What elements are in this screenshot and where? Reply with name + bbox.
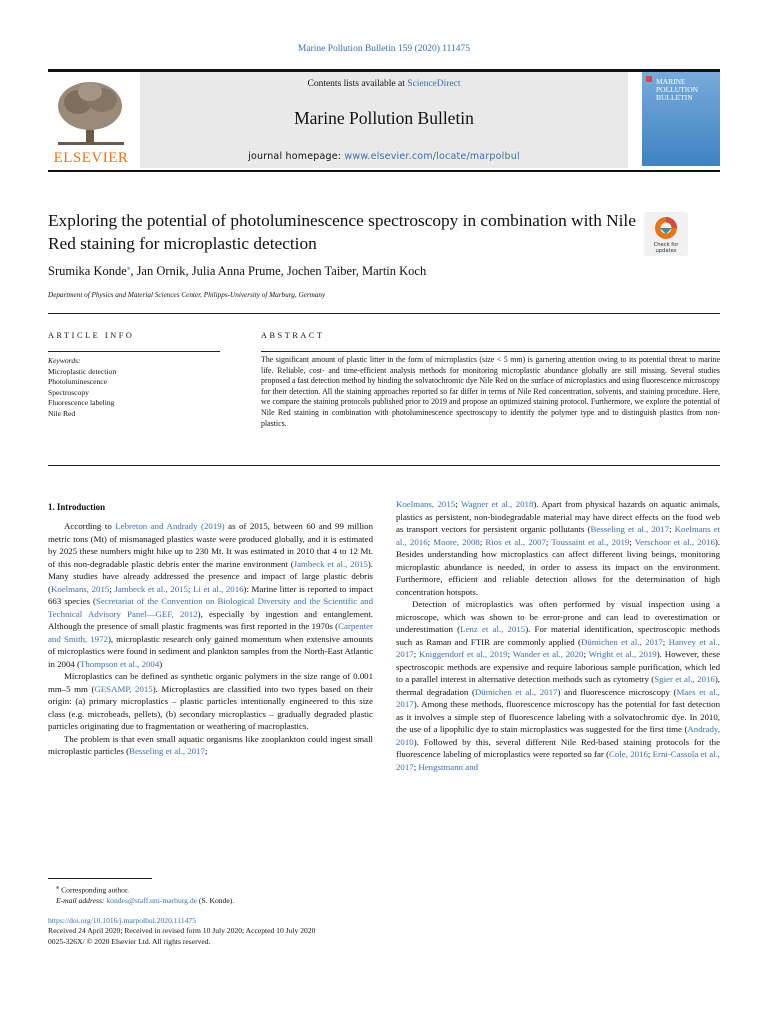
citation-link[interactable]: Dümichen et al., 2017 xyxy=(580,636,663,647)
email-link[interactable]: kondes@staff.uni-marburg.de xyxy=(106,895,198,905)
citation-link[interactable]: Wander et al., 2020 xyxy=(512,649,584,659)
sciencedirect-link[interactable]: ScienceDirect xyxy=(407,79,461,89)
journal-homepage xyxy=(140,151,628,162)
cover-title-line-2: POLLUTION xyxy=(656,85,699,94)
intro-text: ), especially by ingestion and entanglement. Although the presence of small plastic fragments was first reported in the 1970s ( xyxy=(48,608,373,631)
keyword-item: Microplastic detection xyxy=(48,366,117,376)
intro-text: ) xyxy=(159,658,163,669)
intro-paragraph xyxy=(396,598,720,773)
citation-link[interactable]: Carpenter and Smith, 1972 xyxy=(48,621,373,644)
intro-text: ; xyxy=(204,746,208,756)
author-rest: , Jan Ornik, Julia Anna Prume, Jochen Taiber, Martin Koch xyxy=(130,264,427,279)
crossmark-label-1: Check for xyxy=(653,242,679,248)
intro-text: Microplastics can be defined as synthetic organic polymers in the size range of 0.001 mm–5 mm ( xyxy=(48,671,373,694)
intro-text: ; xyxy=(187,583,194,594)
citation-link[interactable]: Kniggendorf et al., 2019 xyxy=(419,649,508,659)
doi-link[interactable]: https://doi.org/10.1016/j.marpolbul.2020.111475 xyxy=(48,916,197,925)
citation-link[interactable]: GESAMP, 2015 xyxy=(94,683,153,694)
article-authors xyxy=(48,264,648,279)
intro-text: ). Apart from physical hazards on aquatic animals, plastics as persistent, non-biodegradable material may have direct effects on the food web as transport vectors for persistent organic pollutants ( xyxy=(396,499,720,534)
keywords-label: Keywords: xyxy=(48,356,81,365)
intro-text: ; xyxy=(583,649,589,659)
citation-link[interactable]: Li et al., 2016 xyxy=(193,583,244,594)
footnote-rule xyxy=(48,878,152,879)
received-dates: Received 24 April 2020; Received in revised form 10 July 2020; Accepted 10 July 2020 xyxy=(48,926,316,936)
intro-text: ; xyxy=(413,761,419,772)
intro-text: ). Microplastics are classified into two types based on their origin: (a) primary microplastics – plastic particles intentionally engineered to this size class (e.g. microbeads, pellets), (b) secondary microplastics – gradually degraded plastic particles originating due to fragmentation or weathering of macroplastics. xyxy=(48,683,373,731)
contents-prefix: Contents lists available at xyxy=(307,79,408,89)
citation-link[interactable]: Jambeck et al., 2015 xyxy=(114,583,188,594)
intro-text: ; xyxy=(507,649,513,659)
citation-link[interactable]: Erni-Cassola et al., 2017 xyxy=(396,749,720,772)
keyword-item: Nile Red xyxy=(48,408,76,418)
intro-text: ; xyxy=(455,499,461,509)
intro-text: ). Besides understanding how microplastics can affect different living beings, monitoring microplastic abundance is needed, in order to assess its impact on the environment. Furthermore, efficient and reliable detection allows for the determination of high concentration hotspots. xyxy=(396,536,721,597)
citation-link[interactable]: Koelmans, 2015 xyxy=(396,499,456,509)
corresponding-mark[interactable]: ⁎ xyxy=(126,264,131,272)
intro-text: ), microplastic research only gained momentum when extensive amounts of microplastics were found in sediment and plankton samples from the North-East Atlantic in 2004 ( xyxy=(48,633,373,669)
corresponding-author-note xyxy=(56,883,376,896)
keyword-item: Fluorescence labeling xyxy=(48,398,115,407)
author-first[interactable]: Srumika Konde xyxy=(48,264,127,279)
email-suffix: (S. Konde). xyxy=(197,895,235,905)
intro-text: ; xyxy=(479,536,486,547)
elsevier-wordmark: ELSEVIER xyxy=(53,150,129,166)
citation-link[interactable]: Wagner et al., 2018 xyxy=(460,499,534,509)
intro-text: as of 2015, between 60 and 99 million metric tons (Mt) of mismanaged plastics waste were produced globally, and it is estimated by 2025 these numbers might hike up to 230 Mt. It was estimated in 2010 that 4 to 12 Mt. of this non-degradable plastic debris enter the marine environment ( xyxy=(48,521,373,569)
contents-line xyxy=(140,79,628,89)
citation-link[interactable]: Lebreton and Andrady (2019) xyxy=(115,521,225,531)
citation-link[interactable]: Thompson et al., 2004 xyxy=(79,658,160,669)
citation-link[interactable]: Jambeck et al., 2015 xyxy=(293,558,368,569)
citation-link[interactable]: Andrady, 2010 xyxy=(396,724,720,747)
citation-link[interactable]: Lenz et al., 2015 xyxy=(460,624,526,634)
citation-link[interactable]: Hanvey et al., 2017 xyxy=(396,636,720,659)
intro-text: ; xyxy=(629,536,635,547)
citation-link[interactable]: Rios et al., 2007 xyxy=(485,536,546,547)
article-title: Exploring the potential of photoluminescence spectroscopy in combination with Nile Red staining for microplastic detection xyxy=(48,211,636,253)
citation-link[interactable]: Toussaint et al., 2019 xyxy=(551,536,630,547)
intro-text: ; xyxy=(413,649,419,659)
intro-text: ; xyxy=(109,583,115,594)
affiliation-rule xyxy=(48,313,720,314)
citation-link[interactable]: Koelmans et al., 2016 xyxy=(396,524,721,547)
homepage-link[interactable]: www.elsevier.com/locate/marpolbul xyxy=(344,151,520,162)
intro-text: ; xyxy=(647,749,653,759)
intro-paragraph xyxy=(48,520,373,670)
article-info-heading: ARTICLE INFO xyxy=(48,331,135,340)
intro-paragraph xyxy=(48,733,373,758)
abstract-text: The significant amount of plastic litter in the form of microplastics (size < 5 mm) is garnering attention owing to its potential threat to marine life. Reliable, cost- and time-efficient analysis methods for monitoring microplastic abundance globally are still missing. Several studies proposed a fast detection method by binding the solvatochromic dye Nile Red on the surface of microplastics and using fluorescence microscopy for their detection. All the staining approaches reported so far differ in terms of Nile Red concentration, solvents, and staining procedure. Here, we compare the staining protocols published prior to 2019 and propose an optimized staining protocol. Furthermore, we explore the potential of Nile Red staining in combination with photoluminescence spectroscopy to identify the polymer type and to distinguish plastics from non-plastics. xyxy=(261,355,720,428)
citation-link[interactable]: Koelmans, 2015 xyxy=(50,583,110,594)
keyword-item: Spectroscopy xyxy=(48,387,89,397)
abstract-heading: ABSTRACT xyxy=(261,331,325,340)
intro-text: ; xyxy=(545,536,552,547)
intro-paragraph xyxy=(396,498,720,598)
homepage-prefix: journal homepage: xyxy=(248,151,345,162)
intro-text: ). Among these methods, fluorescence microscopy has the potential for fast detection as it involves a simple step of fluorescence labeling with a solvatochromic dye. In 2010, the use of a lipophilic dye to stain microplastics was suggested for the first time ( xyxy=(396,699,720,734)
citation-link[interactable]: Moore, 2008 xyxy=(433,536,480,547)
email-note xyxy=(56,896,376,906)
footnote-mark: ⁎ xyxy=(56,884,60,891)
header-bottom-rule xyxy=(48,170,720,172)
article-info-rule xyxy=(48,351,220,352)
intro-text: ; xyxy=(669,524,675,534)
article-dates xyxy=(48,916,720,947)
intro-text: ) and fluorescence microscopy ( xyxy=(557,686,677,697)
intro-text: ). However, these spectroscopic methods are expensive and require laborious sample purification, which led to a parallel interest in alternative detection methods such as cytometry ( xyxy=(396,649,721,684)
intro-text: ). Many studies have already addressed the presence and impact of large plastic debris ( xyxy=(48,558,374,594)
citation-link[interactable]: Hengstmann and xyxy=(418,761,479,772)
citation-link[interactable]: Verschoor et al., 2016 xyxy=(634,536,715,547)
journal-citation[interactable]: Marine Pollution Bulletin 159 (2020) 111475 xyxy=(297,44,471,54)
intro-paragraph xyxy=(48,670,373,733)
crossmark-badge[interactable] xyxy=(644,212,688,256)
abstract-rule xyxy=(261,351,720,352)
introduction-right-column xyxy=(396,498,720,773)
intro-text: Detection of microplastics was often performed by visual inspection using a microscope, which was shown to be error-prone and can lead to overestimation or underestimation ( xyxy=(396,599,720,634)
intro-text: ; xyxy=(662,636,669,647)
citation-link[interactable]: Besseling et al., 2017 xyxy=(129,746,205,756)
intro-text: ). Followed by this, several different Nile Red-based staining protocols for the fluorescence labeling of microplastics were reported so far ( xyxy=(396,736,720,759)
intro-text: ). For material identification, spectroscopic methods such as Raman and FTIR are commonly applied ( xyxy=(396,624,720,647)
author-affiliation: Department of Physics and Material Sciences Center, Philipps-University of Marburg, Germany xyxy=(48,291,326,299)
cover-title-line-1: MARINE xyxy=(656,77,686,86)
copyright: 0025-326X/ © 2020 Elsevier Ltd. All rights reserved. xyxy=(48,936,211,946)
citation-link[interactable]: Besseling et al., 2017 xyxy=(590,524,670,534)
cover-title-line-3: BULLETIN xyxy=(656,93,693,102)
intro-text: ; xyxy=(427,536,434,547)
intro-text: ): Marine litter is reported to impact 663 species ( xyxy=(48,583,374,606)
email-label: E-mail address: xyxy=(56,895,105,905)
intro-text: ), thermal degradation ( xyxy=(396,674,721,697)
citation-link[interactable]: Cole, 2016 xyxy=(609,749,648,759)
citation-link[interactable]: Secretariat of the Convention on Biological Diversity and the Scientific and Technical Advisory Panel—GEF, 2012 xyxy=(48,596,373,619)
footnotes xyxy=(56,883,376,906)
keyword-item: Photoluminescence xyxy=(48,377,108,386)
crossmark-label-2: updates xyxy=(655,248,677,254)
intro-text: According to xyxy=(64,521,116,531)
abstract-bottom-rule xyxy=(48,465,720,466)
corresponding-text: Corresponding author. xyxy=(61,885,129,895)
citation-link[interactable]: Sgier et al., 2016 xyxy=(654,674,715,684)
journal-name: Marine Pollution Bulletin xyxy=(294,108,474,128)
introduction-heading: 1. Introduction xyxy=(48,502,106,512)
citation-link[interactable]: Dümichen et al., 2017 xyxy=(474,686,558,697)
intro-text: The problem is that even small aquatic organisms like zooplankton could ingest small microplastic particles ( xyxy=(48,733,373,756)
journal-cover-thumbnail[interactable] xyxy=(642,72,720,166)
citation-link[interactable]: Wright et al., 2019 xyxy=(588,649,657,659)
keywords-block xyxy=(48,356,248,419)
elsevier-logo[interactable] xyxy=(48,76,134,166)
introduction-left-column xyxy=(48,520,373,758)
citation-link[interactable]: Maes et al., 2017 xyxy=(396,686,720,709)
